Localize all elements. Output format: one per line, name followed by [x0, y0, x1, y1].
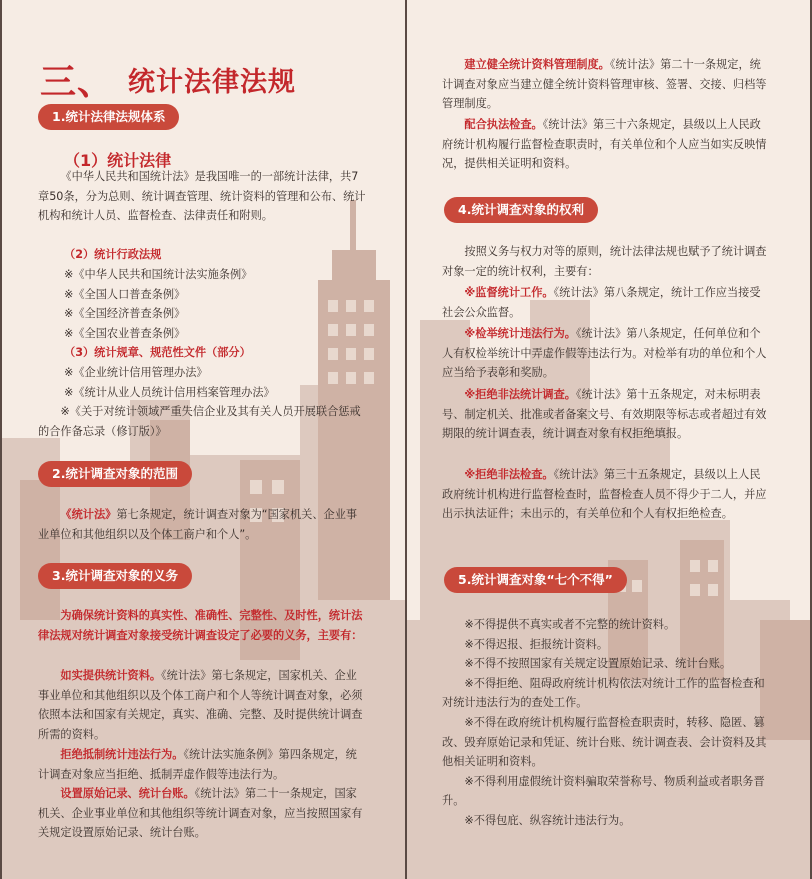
obligation-lead: 如实提供统计资料。 — [60, 669, 162, 682]
obligation-item — [38, 784, 368, 843]
rule-item: ※《统计从业人员统计信用档案管理办法》 — [64, 385, 275, 399]
scope-lead: 《统计法》 — [60, 508, 117, 521]
page-title — [40, 54, 296, 105]
prohibition-item: ※不得拒绝、阻碍政府统计机构依法对统计工作的监督检查和对统计违法行为的查处工作。 — [442, 676, 765, 710]
regulation-item: ※《全国人口普查条例》 — [64, 287, 186, 301]
obligation-lead: 建立健全统计资料管理制度。 — [464, 58, 610, 71]
rule-item-memo: ※《关于对统计领域严重失信企业及其有关人员开展联合惩戒的合作备忘录（修订版）》 — [38, 405, 361, 438]
obligation-body: 《统计法》第二十一条规定，统计调查对象应当建立健全统计资料管理审核、签署、交接、归档等管理制度。 — [442, 58, 767, 111]
prohibition-item: ※不得迟报、拒报统计资料。 — [464, 637, 609, 651]
right-item — [442, 283, 770, 322]
obligation-lead: 拒绝抵制统计违法行为。 — [60, 748, 184, 761]
obligation-lead: 配合执法检查。 — [464, 118, 543, 131]
obligation-body: 《统计法》第三十六条规定，县级以上人民政府统计机构履行监督检查职责时，有关单位和个人应当如实反映情况，提供相关证明和资料。 — [442, 118, 767, 171]
right-lead: ※检举统计违法行为。 — [464, 327, 576, 340]
subheading-regulations: （2）统计行政法规 — [64, 248, 162, 261]
rights-intro: 按照义务与权力对等的原则，统计法律法规也赋予了统计调查对象一定的统计权利，主要有： — [442, 245, 767, 278]
regulation-list — [64, 265, 252, 343]
law-description: 《中华人民共和国统计法》是我国唯一的一部统计法律，共7章50条，分为总则、统计调查管理、统计资料的管理和公布、统计机构和统计人员、监督检查、法律责任和附则。 — [38, 170, 366, 223]
rules-list — [64, 363, 275, 402]
left-border — [0, 0, 2, 879]
scope-paragraph — [38, 505, 368, 544]
right-lead: ※拒绝非法检查。 — [464, 468, 554, 481]
prohibition-item: ※不得在政府统计机构履行监督检查职责时，转移、隐匿、篡改、毁弃原始记录和凭证、统计台账、统计调查表、会计资料及其他相关证明和资料。 — [442, 715, 767, 769]
obligation-item — [442, 115, 770, 174]
obligation-item — [38, 745, 368, 784]
right-body: 《统计法》第八条规定，统计工作应当接受社会公众监督。 — [442, 286, 761, 319]
section-header-obligations: 3.统计调查对象的义务 — [38, 563, 192, 589]
right-item — [442, 465, 770, 524]
scope-body: 第七条规定，统计调查对象为“国家机关、企业事业单位和其他组织以及个体工商户和个人”。 — [38, 508, 358, 541]
regulation-item: ※《全国农业普查条例》 — [64, 326, 186, 340]
obligation-item — [38, 666, 368, 744]
right-body: 《统计法》第八条规定，任何单位和个人有权检举统计中弄虚作假等违法行为。对检举有功的单位和个人应当给予表彰和奖励。 — [442, 327, 767, 380]
obligation-body: 《统计法实施条例》第四条规定，统计调查对象应当拒绝、抵制弄虚作假等违法行为。 — [38, 748, 357, 781]
prohibition-item: ※不得利用虚假统计资料骗取荣誉称号、物质利益或者职务晋升。 — [442, 774, 765, 808]
obligation-body: 《统计法》第七条规定，国家机关、企业事业单位和其他组织以及个体工商户和个人等统计调查对象，必须依照本法和国家有关规定，真实、准确、完整、及时提供统计调查所需的资料。 — [38, 669, 363, 741]
regulation-item: ※《全国经济普查条例》 — [64, 307, 186, 321]
section-header-seven-prohibitions: 5.统计调查对象“七个不得” — [444, 567, 627, 593]
prohibition-item: ※不得包庇、纵容统计违法行为。 — [464, 813, 631, 827]
obligation-item — [442, 55, 770, 114]
prohibition-list — [442, 615, 770, 831]
obligation-lead: 设置原始记录、统计台账。 — [60, 787, 195, 800]
right-body: 《统计法》第三十五条规定，县级以上人民政府统计机构进行监督检查时，监督检查人员不得少于二人，并应出示执法证件；未出示的，有关单位和个人有权拒绝检查。 — [442, 468, 767, 521]
subheading-rules: （3）统计规章、规范性文件（部分） — [64, 346, 251, 359]
section-header-rights: 4.统计调查对象的权利 — [444, 197, 598, 223]
title-number: 三、 — [40, 62, 115, 103]
prohibition-item: ※不得提供不真实或者不完整的统计资料。 — [464, 618, 676, 631]
title-text: 统计法律法规 — [128, 67, 297, 98]
right-item — [442, 324, 770, 383]
obligations-intro: 为确保统计资料的真实性、准确性、完整性、及时性，统计法律法规对统计调查对象接受统计调查设定了必要的义务，主要有： — [38, 609, 363, 642]
obligation-body: 《统计法》第二十一条规定，国家机关、企业事业单位和其他组织等统计调查对象，应当按照国家有关规定设置原始记录、统计台账。 — [38, 787, 363, 840]
right-lead: ※监督统计工作。 — [464, 286, 554, 299]
section-header-scope: 2.统计调查对象的范围 — [38, 461, 192, 487]
prohibition-item: ※不得不按照国家有关规定设置原始记录、统计台账。 — [464, 657, 732, 671]
right-lead: ※拒绝非法统计调查。 — [464, 388, 576, 401]
subheading-law: （1）统计法律 — [64, 151, 172, 170]
right-item — [442, 385, 770, 444]
center-fold — [405, 0, 407, 879]
rule-item: ※《企业统计信用管理办法》 — [64, 366, 208, 379]
right-body: 《统计法》第十五条规定，对未标明表号、制定机关、批准或者备案文号、有效期限等标志或者超过有效期限的统计调查表，统计调查对象有权拒绝填报。 — [442, 388, 767, 441]
section-header-law-system: 1.统计法律法规体系 — [38, 104, 179, 130]
regulation-item: ※《中华人民共和国统计法实施条例》 — [64, 268, 253, 281]
